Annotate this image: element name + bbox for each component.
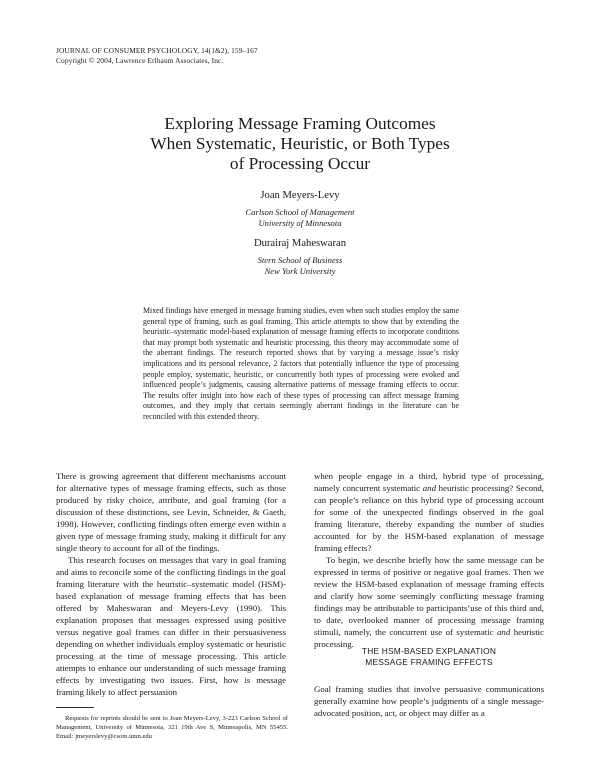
abstract: Mixed findings have emerged in message framing studies, even when such studies employ the same general type of framing, such as goal framing. This article attempts to show that by extending the heuristic–systematic model-based explanation of message framing effects to incorporate conditions that may prompt both systematic and heuristic processing, this theory may accommodate some of the aberrant findings. The research reported shows that by varying a message issue’s risky implications and its personal relevance, 2 factors that potentially influence the type of processing people employ, systematic, heuristic, or concurrently both types of processing were evoked and influenced people’s judgments, causing alternative patterns of message framing effects to occur. The results offer insight into how each of these types of processing can affect message framing outcomes, and they imply that certain seemingly aberrant findings in the literature can be reconciled with this extended theory. (143, 306, 459, 421)
right-paragraph-2-text-a: To begin, we describe briefly how the same message can be expressed in terms of positive or negative goal frames. Then we review the HSM-based explanation of message framing effects and clarify how some seemingly conflicting message framing findings may be attributable to participants’use of this third and, to date, overlooked manner of processing message framing stimuli, namely, the concurrent use of systematic (314, 555, 544, 637)
journal-citation: JOURNAL OF CONSUMER PSYCHOLOGY, 14(1&2), 159–167 (56, 46, 258, 55)
author-1-name: Joan Meyers-Levy (260, 190, 340, 201)
right-paragraph-2-emphasis: and (497, 627, 511, 637)
author-1-university: University of Minnesota (258, 218, 342, 228)
right-paragraph-2 (314, 554, 544, 650)
footnote-rule (56, 707, 94, 708)
section-heading-line-2: MESSAGE FRAMING EFFECTS (365, 657, 493, 667)
left-column (56, 470, 286, 698)
right-paragraph-1-text-b: heuristic processing? Second, can people’s reliance on this hybrid type of processing account for some of the unexpected findings observed in the goal framing literature, thereby expanding the number of studies accounted for by the HSM-based explanation of message framing effects? (314, 483, 545, 553)
section-heading (314, 646, 544, 668)
author-2-university: New York University (264, 266, 336, 276)
author-1-school: Carlson School of Management (245, 207, 355, 217)
right-column (314, 470, 544, 650)
right-paragraph-2-text-b: heuristic processing. (314, 627, 544, 649)
author-2-school: Stern School of Business (257, 255, 343, 265)
left-paragraph-1: There is growing agreement that different mechanisms account for alternative types of message framing effects, such as those produced by risky choice, attribute, and goal framing (for a discussion of these distinctions, see Levin, Schneider, & Gaeth, 1998). However, conflicting findings often emerge even within a given type of message framing study, making it difficult for any single theory to account for all of the findings. (56, 471, 286, 553)
article-title (0, 114, 600, 174)
left-paragraph-2: This research focuses on messages that vary in goal framing and aims to reconcile some of the conflicting findings in the goal framing literature with the heuristic–systematic model (HSM)-based explanation of message framing effects that has been offered by Maheswaran and Meyers-Levy (1990). This explanation proposes that messages expressed using positive versus negative goal frames can differ in their persuasiveness depending on whether individuals employ systematic or heuristic processing at the time of message processing. This article attempts to enhance our understanding of such message framing effects by investigating two issues. First, how is message framing likely to affect persuasion (56, 555, 286, 697)
right-paragraph-1-text-a: when people engage in a third, hybrid type of processing, namely concurrent systematic (314, 471, 544, 493)
author-2-affiliation (0, 255, 600, 277)
right-paragraph-1-emphasis: and (422, 483, 436, 493)
journal-header (56, 46, 258, 66)
section-heading-line-1: THE HSM-BASED EXPLANATION (361, 646, 497, 656)
author-2-name: Durairaj Maheswaran (253, 238, 347, 249)
section-body (314, 683, 544, 719)
footnote: Requests for reprints should be sent to Joan Meyers-Levy, 3-223 Carlson School of Management, University of Minnesota, 321 19th Ave S, Minneapolis, MN 55455. Email: jmeyerslevy@csom.umn.edu (56, 715, 288, 740)
title-line-1: Exploring Message Framing Outcomes (164, 114, 436, 133)
copyright-line: Copyright © 2004, Lawrence Erlbaum Associates, Inc. (56, 56, 224, 65)
author-1-affiliation (0, 207, 600, 229)
right-paragraph-3: Goal framing studies that involve persuasive communications generally examine how people’s judgments of a single message-advocated position, act, or object may differ as a (314, 684, 544, 718)
right-paragraph-1 (314, 470, 544, 554)
title-line-2: When Systematic, Heuristic, or Both Types (150, 134, 450, 153)
title-line-3: of Processing Occur (229, 154, 371, 173)
